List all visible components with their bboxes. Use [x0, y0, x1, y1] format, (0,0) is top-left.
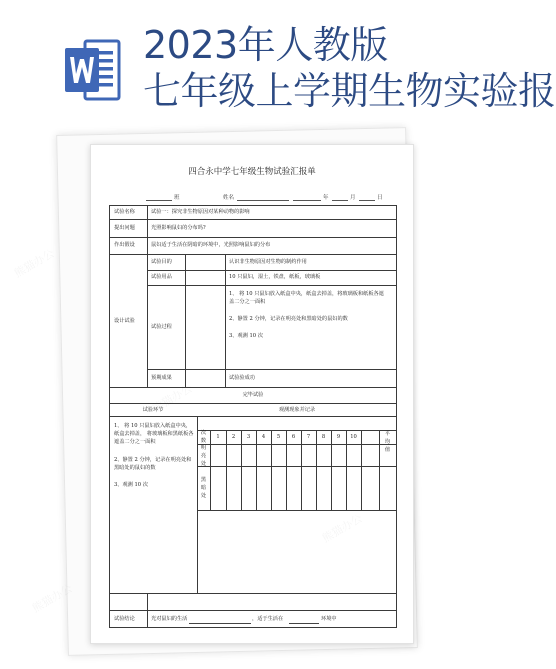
- materials-label: 试验用品: [151, 274, 172, 280]
- left-step-2: 2、静置 2 分钟，记录在明亮处和黑暗处的鼠妇的数: [114, 457, 192, 472]
- hypothesis-label: 作出假设: [114, 242, 135, 248]
- process-step-1: 1、 将 10 只鼠妇放入纸盒中央，纸盒去掉盖，将玻璃板和纸板各遮盖二分之一面积: [229, 291, 384, 306]
- conclusion-part-3: 环境中: [321, 616, 337, 622]
- banner-title-line-1: 2023年人教版: [143, 23, 388, 67]
- month-blank: [332, 200, 348, 201]
- trial-number: 7: [306, 434, 311, 440]
- trial-number: 1: [216, 434, 220, 440]
- banner-title-line-2: 七年级上学期生物实验报: [143, 69, 556, 113]
- experiment-name-value: 试验一：探究非生物原因对某种动物的影响: [151, 209, 250, 215]
- process-step-2: 2、静置 2 分钟，记录在明亮处和黑暗处的鼠妇的数: [229, 316, 348, 322]
- purpose-label: 试验目的: [151, 259, 172, 265]
- conclusion-blank-1: [189, 623, 251, 624]
- process-label: 试验过程: [151, 324, 172, 330]
- dark-label: 黑暗处: [200, 477, 207, 499]
- conclusion-part-1: 光对鼠妇的生活: [151, 616, 188, 622]
- left-step-1: 1、 将 10 只鼠妇放入纸盒中央，纸盒去掉盖， 将玻璃板和黑纸板各遮盖二分之一面积: [114, 423, 194, 446]
- materials-value: 10 只鼠妇，湿土，铁盘，纸板，玻璃板: [229, 274, 321, 280]
- document-page: [90, 144, 414, 644]
- purpose-value: 认识非生物原因对生物的制约作用: [229, 259, 307, 265]
- watermark: [11, 245, 57, 281]
- name-blank: [237, 200, 289, 201]
- trial-number: 8: [321, 434, 326, 440]
- year-label: 年: [323, 195, 329, 201]
- question-value: 光照影响鼠妇的分布吗?: [151, 225, 206, 231]
- left-step-3: 3、观测 10 次: [114, 482, 148, 488]
- count-header: 次数: [200, 430, 207, 444]
- design-label: 设计试验: [114, 318, 135, 324]
- banner-title: [143, 22, 556, 118]
- report-table: [109, 205, 397, 628]
- student-info-line: [146, 191, 406, 203]
- conclusion-label: 试验结论: [114, 616, 135, 622]
- word-document-icon: [63, 37, 121, 103]
- complete-experiment-label: 完毕试验: [242, 392, 264, 398]
- outcome-value: 试验验成功: [229, 375, 255, 381]
- year-blank: [293, 200, 321, 201]
- conclusion-blank-2: [289, 623, 319, 624]
- trial-number: 2: [231, 434, 236, 440]
- day-label: 日: [377, 195, 383, 201]
- month-label: 月: [350, 195, 356, 201]
- trial-number: 3: [246, 434, 251, 440]
- process-step-3: 3、观测 10 次: [229, 333, 263, 339]
- outcome-label: 预期成果: [151, 375, 172, 381]
- day-blank: [359, 200, 375, 201]
- question-label: 提出问题: [114, 225, 135, 231]
- class-label: 班: [174, 195, 180, 201]
- name-label: 姓名: [223, 195, 235, 201]
- conclusion-part-2: ，适于生活在: [252, 616, 284, 622]
- observe-header: 观测现象并记录: [278, 407, 316, 413]
- steps-header: 试验环节: [142, 407, 164, 413]
- hypothesis-value: 鼠妇适于生活在阴暗的环境中，光照影响鼠妇的分布: [151, 242, 271, 248]
- bright-label: 明亮处: [200, 445, 207, 467]
- class-blank: [146, 200, 172, 201]
- average-label: 平均值: [384, 431, 391, 453]
- trial-number: 6: [291, 434, 296, 440]
- trial-number: 4: [261, 434, 266, 440]
- trial-number: 5: [276, 434, 281, 440]
- trial-number: 10: [350, 434, 357, 440]
- experiment-name-label: 试验名称: [114, 209, 135, 215]
- trial-number: 9: [336, 434, 341, 440]
- document-title: 四合永中学七年级生物试验汇报单: [188, 167, 316, 177]
